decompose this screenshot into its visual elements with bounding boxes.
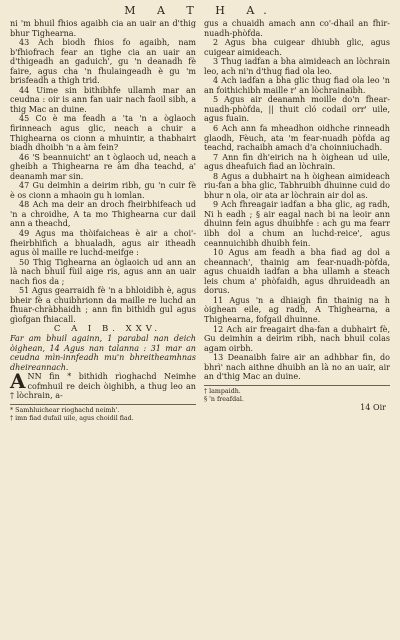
left-footnotes xyxy=(10,404,196,423)
verse-8: 8 Agus a dubhairt na h òighean aimideach riu-fan a bha glic, Tabhruibh dhuinne cuid do bhur n ola, oir ata ar lòchrain air dol as. xyxy=(204,171,390,200)
verse-9: 9 Ach fhreagair iadfan a bha glic, ag radh, Ni h eadh ; § air eagal nach bi na leoir ann dhuinn fein agus dhuibhfe : ach gu ma fearr iibh dol a chum an luchd-reice', agus ceannuichibh dhuibh fein. xyxy=(204,200,390,248)
verse-5: 5 Agus air deanamh moille do'n fhear-nuadh-phòfda, || thuit cló codail orr' uile, agus fuain. xyxy=(204,95,390,124)
verse-47: 47 Gu deimhin a deirim ribh, gu 'n cuir fè è os cionn a mhaoin gu h iomlan. xyxy=(10,181,196,200)
footnote: * Samhluichear rioghachd neimh'. xyxy=(10,406,120,414)
chapter-heading: C A I B. XXV. xyxy=(53,323,162,334)
text-columns xyxy=(10,19,390,422)
verse-43: 43 Ach biodh fhios fo agaibh, nam b'fhiofrach fear an tighe cia an uair an d'thigeadh an gaduich', gu 'n deanadh fè faire, agus cha 'n fhulaingeadh è gu 'm brisfeadh a thigh trid. xyxy=(10,38,196,86)
verse-49: 49 Agus ma thòifaicheas è air a choi'-fheirbhifich a bhualadh, agus air itheadh agus òl maille re luchd-meifge : xyxy=(10,229,196,258)
verse-7: 7 Ann fin dh'eirich na h òighean ud uile, agus dheafuich fiad an lòchrain. xyxy=(204,152,390,172)
verse-1 xyxy=(10,369,196,401)
verse-50: 50 Thig Tighearna an òglaoich ud ann an là nach bhuil fùil aige ris, agus ann an uair nach fios da ; xyxy=(10,257,196,286)
verse-51: 51 Agus gearraidh fè 'n a bhloidibh è, agus bheir fè a chuibhrionn da maille re luchd an fhuar-chràbhaidh ; ann fin bithidh gul agus gìofgan fhiacall. xyxy=(10,286,196,324)
chapter-summary: Far am bhuil againn, 1 parabal nan deich òighean, 14 Agus nan talanna : 31 mar an ceudna mìn-innfeadh mu'n bhreitheamhnas dheireannach. xyxy=(10,334,196,372)
verse-11: 11 Agus 'n a dhiaigh fin thainig na h òighean eile, ag radh, A Thighearna, a Thighearna, fofgail dhuinne. xyxy=(204,295,390,324)
verse-45: 45 Co è ma feadh a 'ta 'n a òglaoch firinneach agus glic, neach a chuir a Thighearna os cionn a mhuintir, a thabhairt biadh dhoibh 'n a àm fein? xyxy=(10,114,196,153)
running-head: M A T H A. xyxy=(124,4,276,17)
verse-2: 2 Agus bha cuigear dhiubh glic, agus cuigear aimideach. xyxy=(204,38,390,57)
footnote: † imn fiad dufail uile, agus choidil fiad. xyxy=(10,414,134,422)
right-column xyxy=(204,19,390,422)
verse-12: 12 Ach air freagairt dha-fan a dubhairt fè, Gu deimhin a deirim ribh, nach bhuil colas agam oirbh. xyxy=(204,324,390,353)
right-footnotes xyxy=(204,385,390,404)
footnote: † lampaidh. xyxy=(204,387,241,395)
catchword: 14 Oir xyxy=(360,403,386,413)
verse-44: 44 Uime sin bithibhfe ullamh mar an ceudna : oir is ann fan uair nach faoil sibh, a thig Mac an duine. xyxy=(10,85,196,114)
verse-4: 4 Ach iadfan a bha glic thug fiad ola leo 'n an foithichibh maille r' an lòchrainaibh. xyxy=(204,76,390,95)
left-column xyxy=(10,19,196,422)
verse-48: 48 Ach ma deir an droch fheirbhifeach ud 'n a chroidhe, A ta mo Thighearna cur dail ann a theachd, xyxy=(10,200,196,229)
verse-13: 13 Deanaibh faire air an adhbhar fin, do bhrì' nach aithne dhuibh an là no an uair, air an d'thig Mac an duine. xyxy=(204,353,390,382)
footnote: § 'n freafdal. xyxy=(204,395,244,403)
drop-cap: A xyxy=(10,369,26,394)
verse-1-continuation: gus a chuaidh amach ann co'-dhail an fhir-nuadh-phòfda. xyxy=(204,19,390,38)
verse-3: 3 Thug iadfan a bha aimideach an lòchrain leo, ach ni'n d'thug fiad ola leo. xyxy=(204,57,390,76)
verse-46: 46 'S beannuicht' an t òglaoch ud, neach a gheibh a Thighearna re àm dha teachd, a' deanamh mar sin. xyxy=(10,152,196,181)
verse-1-text: NN fin * bithidh rìoghachd Neimhe cofmhuil re deich òighibh, a thug leo an † lòchrain, a- xyxy=(10,372,196,401)
verse-42-continuation: ni 'm bhuil fhios agaibh cia an uair an d'thig bhur Tighearna. xyxy=(10,19,196,38)
verse-6: 6 Ach ann fa mheadhon oidhche rinneadh glaodh, Fèuch, ata 'm fear-nuadh pòfda ag teachd, rachaibh amach d'a choinniuchadh. xyxy=(204,124,390,153)
verse-10: 10 Agus am feadh a bha fiad ag dol a cheannach', thainig am fear-nuadh-pòfda, agus chuaidh iadfan a bha ullamh a steach leis chum a' phòfaidh, agus dhruideadh an dorus. xyxy=(204,248,390,296)
